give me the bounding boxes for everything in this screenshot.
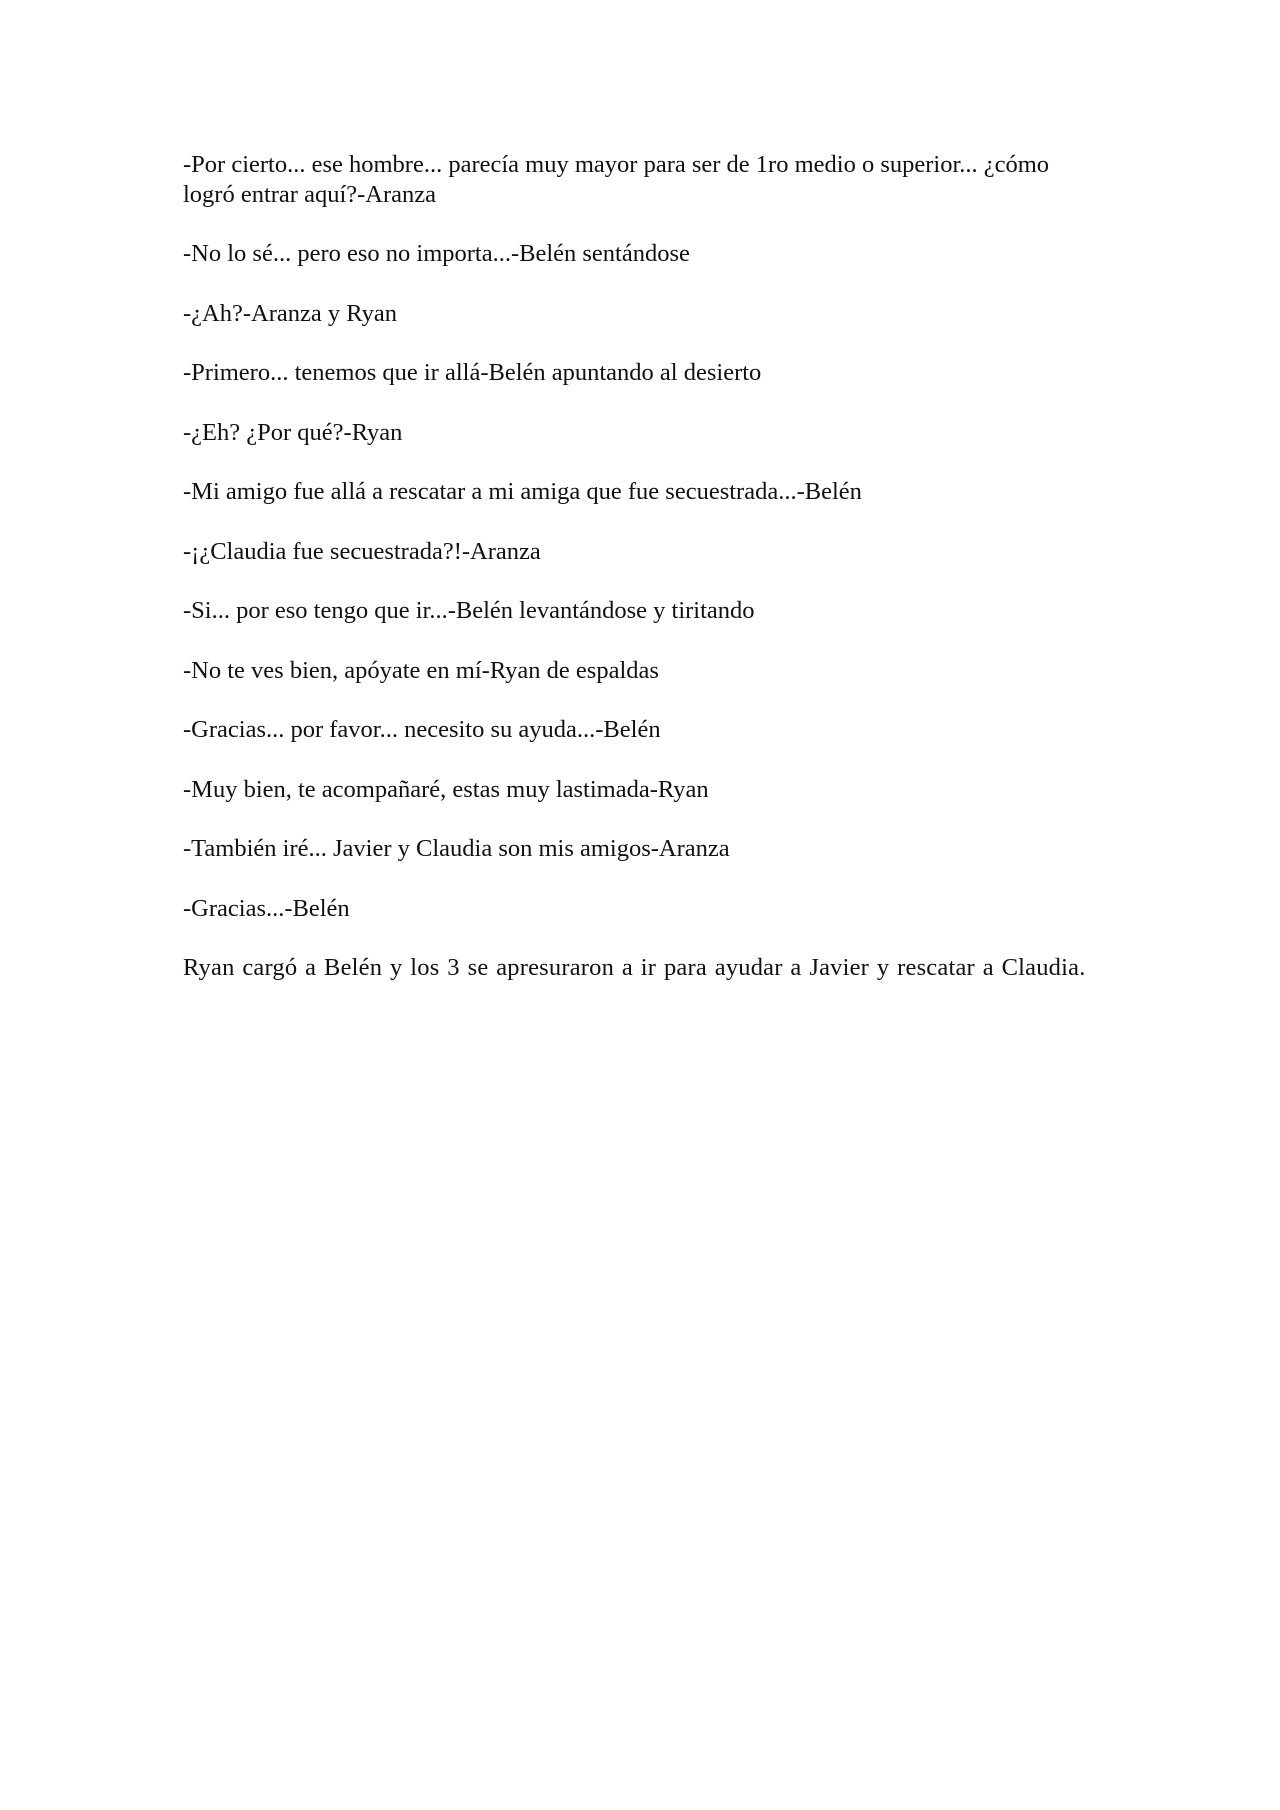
paragraph: -Gracias...-Belén	[183, 894, 350, 922]
paragraph: -Gracias... por favor... necesito su ayuda...-Belén	[183, 716, 661, 743]
paragraph: -Primero... tenemos que ir allá-Belén apuntando al desierto	[183, 359, 762, 386]
paragraph: -Si... por eso tengo que ir...-Belén levantándose y tiritando	[183, 597, 755, 624]
paragraph: -¡¿Claudia fue secuestrada?!-Aranza	[183, 537, 541, 565]
paragraph: -No te ves bien, apóyate en mí-Ryan de espaldas	[183, 656, 659, 684]
paragraph: -Mi amigo fue allá a rescatar a mi amiga que fue secuestrada...-Belén	[183, 478, 862, 505]
paragraph: -¿Ah?-Aranza y Ryan	[183, 299, 397, 327]
document-body	[183, 150, 1103, 1013]
paragraph: -¿Eh? ¿Por qué?-Ryan	[183, 418, 403, 446]
closing-paragraph: Ryan cargó a Belén y los 3 se apresuraron a ir para ayudar a Javier y rescatar a Claudia.	[183, 954, 1086, 981]
paragraph: -No lo sé... pero eso no importa...-Belén sentándose	[183, 240, 690, 267]
paragraph: -También iré... Javier y Claudia son mis amigos-Aranza	[183, 835, 730, 862]
paragraph: -Muy bien, te acompañaré, estas muy lastimada-Ryan	[183, 775, 709, 803]
paragraph: -Por cierto... ese hombre... parecía muy mayor para ser de 1ro medio o superior... ¿cómo logró entrar aquí?-Aranza	[183, 151, 1050, 208]
